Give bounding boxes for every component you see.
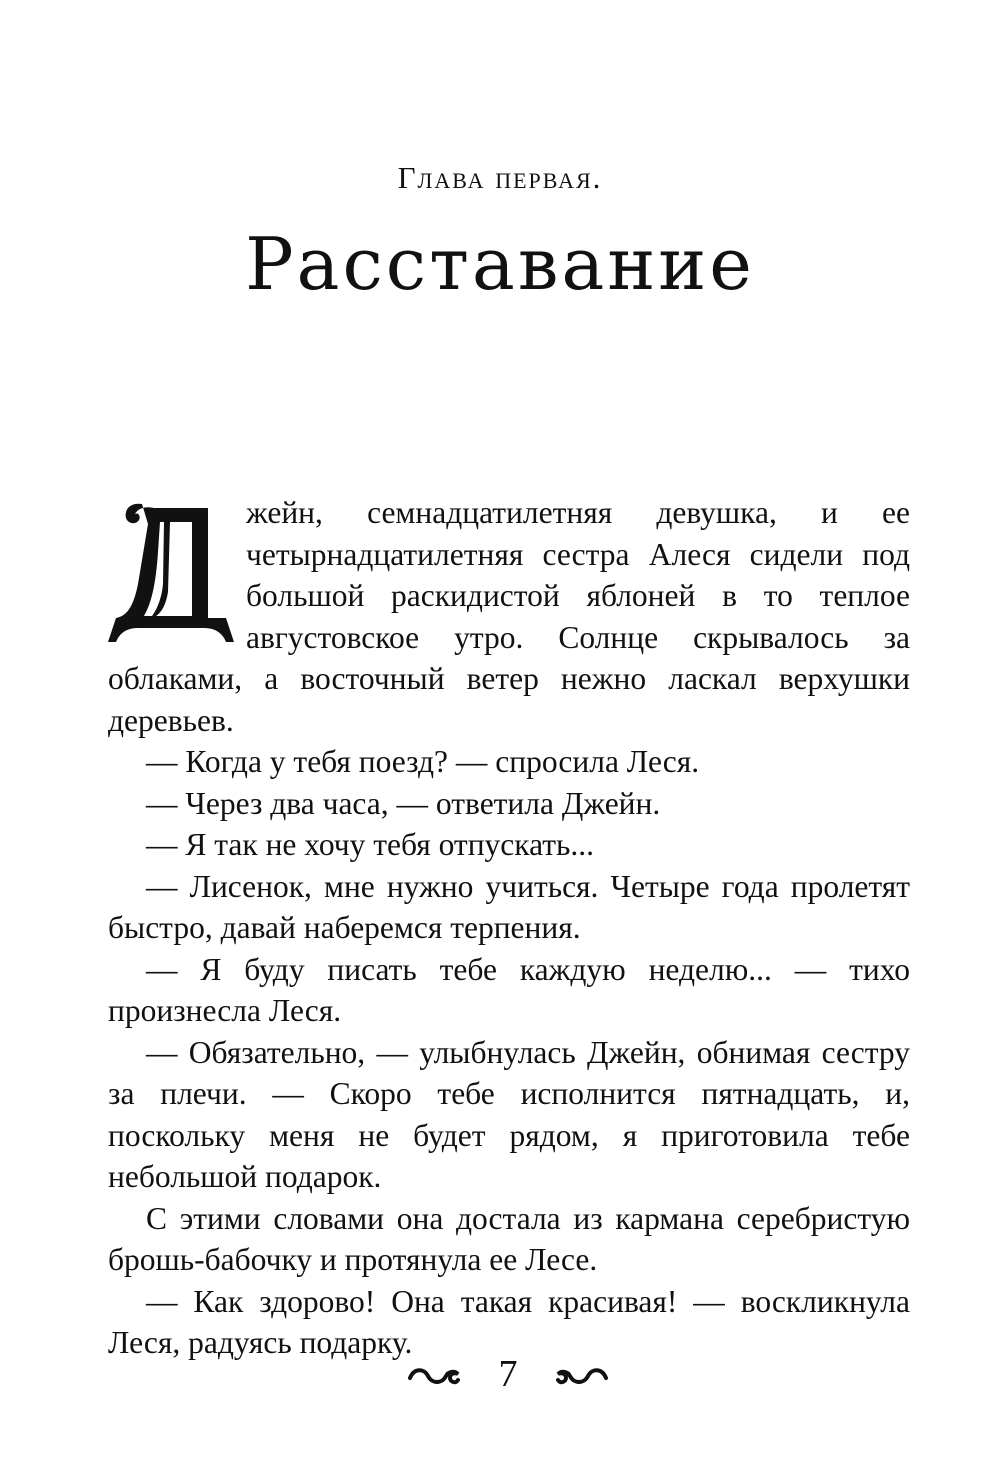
paragraph: — Через два часа, — ответила Джейн. [146, 785, 661, 821]
paragraph: — Я так не хочу тебя отпускать... [146, 827, 595, 862]
paragraph: С этими словами она достала из кармана серебристую брошь-бабочку и протянула ее Лесе. [108, 1200, 910, 1277]
dropcap-letter-icon [108, 492, 238, 644]
paragraph: — Я буду писать тебе каждую неделю... — тихо произнесла Леся. [108, 951, 910, 1028]
paragraph: — Как здорово! Она такая красивая! — воскликнула Леся, радуясь подарку. [108, 1283, 910, 1360]
chapter-title: Расставание [245, 222, 755, 306]
swirl-ornament-right-icon [556, 1364, 608, 1393]
paragraph: — Когда у тебя поезд? — спросила Леся. [146, 744, 700, 779]
paragraph: — Лисенок, мне нужно учиться. Четыре года пролетят быстро, давай наберемся терпения. [108, 868, 910, 945]
swirl-ornament-left-icon [408, 1364, 460, 1393]
chapter-label: Глава первая. [397, 160, 603, 195]
page-footer [0, 1352, 1000, 1402]
paragraph-text: жейн, семнадцатилетняя девушка, и ее четырнадцатилетняя сестра Алеся сидели под большой раскидистой яблоней в то теплое августовское утро. Солнце скрывалось за облаками, а восточный ветер нежно ласкал верхушки деревьев. [108, 495, 910, 738]
page-number: 7 [498, 1353, 518, 1395]
chapter-body [108, 492, 910, 1364]
paragraph: — Обязательно, — улыбнулась Джейн, обнимая сестру за плечи. — Скоро тебе исполнится пятнадцать, и, поскольку меня не будет рядом, я приготовила тебе небольшой подарок. [108, 1034, 910, 1194]
paragraph [108, 492, 910, 741]
